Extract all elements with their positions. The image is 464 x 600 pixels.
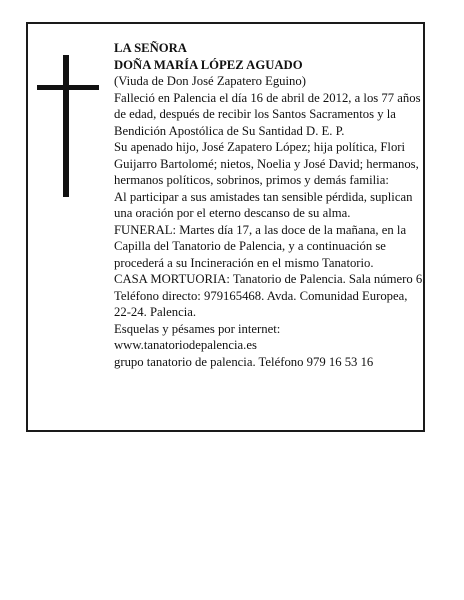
footer-contact: grupo tanatorio de palencia. Teléfono 979 16 53 16 xyxy=(114,354,374,369)
prayer-request: Al participar a sus amistades tan sensible pérdida, suplican una oración por el eterno descanso de su alma. xyxy=(114,189,413,220)
heading-line-1: LA SEÑORA xyxy=(114,41,187,55)
obituary-text xyxy=(114,40,426,370)
cross-horizontal-bar xyxy=(37,85,99,90)
condolences-label: Esquelas y pésames por internet: xyxy=(114,321,281,336)
death-notice: Falleció en Palencia el día 16 de abril de 2012, a los 77 años de edad, después de recibir los Santos Sacramentos y la Bendición Apostólica de Su Santidad D. E. P. xyxy=(114,90,421,138)
cross-vertical-bar xyxy=(63,55,69,197)
family-list: Su apenado hijo, José Zapatero López; hija política, Flori Guijarro Bartolomé; nietos, Noelia y José David; hermanos, hermanos políticos, sobrinos, primos y demás familia: xyxy=(114,140,419,187)
widow-subtitle: (Viuda de Don José Zapatero Eguino) xyxy=(114,74,306,88)
deceased-name: DOÑA MARÍA LÓPEZ AGUADO xyxy=(114,57,303,72)
cross-icon xyxy=(37,55,99,197)
website-link[interactable]: www.tanatoriodepalencia.es xyxy=(114,338,257,352)
funeral-info: FUNERAL: Martes día 17, a las doce de la mañana, en la Capilla del Tanatorio de Palencia, y a continuación se procederá a su Incineración en el mismo Tanatorio. xyxy=(114,222,407,270)
mortuary-info: CASA MORTUORIA: Tanatorio de Palencia. Sala número 6. Teléfono directo: 979165468. Avda. Comunidad Europea, 22-24. Palencia. xyxy=(114,272,426,319)
